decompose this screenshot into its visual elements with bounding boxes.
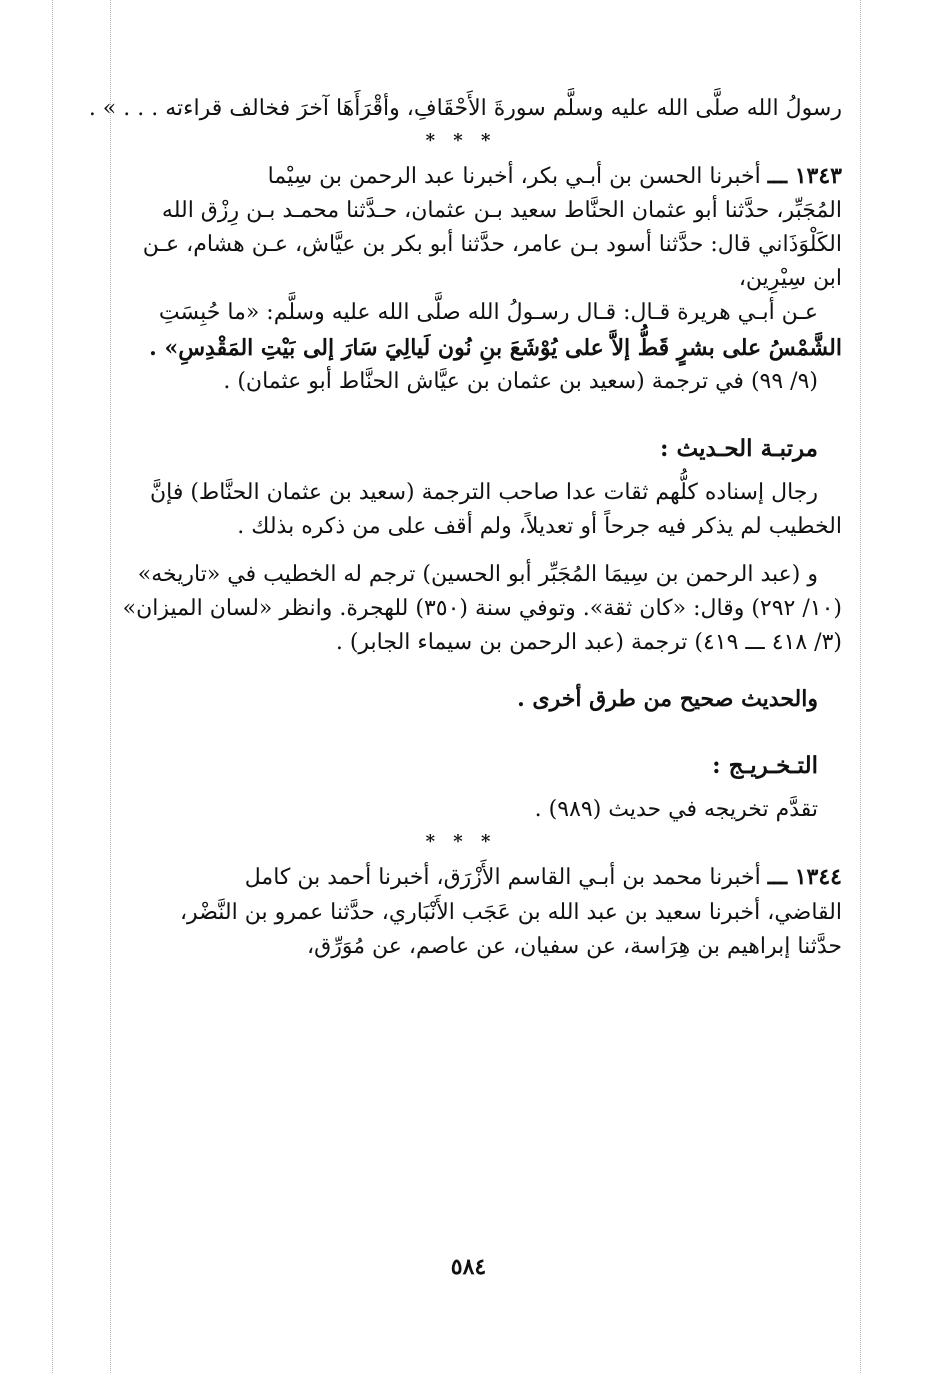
text-line (80, 262, 842, 296)
page-body (80, 92, 842, 964)
text-line (80, 896, 842, 930)
line-text: والحديث صحيح من طرق أخرى . (517, 686, 818, 713)
text-line (80, 365, 842, 399)
line-text: عـن أبـي هريرة قـال: قـال رسـولُ الله صلَّى الله عليه وسلَّم: «ما حُبِسَتِ (158, 300, 818, 326)
line-text: ابن سِيْرِين، (738, 266, 842, 292)
line-text: (٣/ ٤١٨ ـــ ٤١٩) ترجمة (عبد الرحمن بن سيماء الجابر) . (335, 630, 842, 656)
text-line (80, 296, 842, 330)
hadith-opening-line (80, 860, 842, 895)
hadith-number: ١٣٤٣ ـــ (767, 163, 842, 190)
line-text: (١٠/ ٢٩٢) وقال: «كان ثقة». وتوفي سنة (٣٥٠) للهجرة. وانظر «لسان الميزان» (122, 596, 842, 622)
scan-edge-line-right (860, 0, 861, 1373)
section-heading: التـخـريـج : (712, 752, 818, 780)
text-line (80, 92, 842, 126)
section-separator: * * * (425, 831, 497, 853)
text-line (80, 682, 842, 716)
text-line (80, 592, 842, 626)
line-text: و (عبد الرحمن بن سِيمَا المُجَبِّر أبو الحسين) ترجم له الخطيب في «تاريخه» (137, 561, 818, 587)
line-text: أخبرنا محمد بن أبـي القاسم الأَزْرَق، أخبرنا أحمد بن كامل (244, 865, 768, 891)
text-line (80, 793, 842, 827)
section-separator: * * * (425, 130, 497, 152)
line-text: القاضي، أخبرنا سعيد بن عبد الله بن عَجَب الأَنْبَاري، حدَّثنا عمرو بن النَّضْر، (179, 899, 842, 925)
scan-edge-line-left (52, 0, 53, 1373)
section-heading: مرتبـة الحـديث : (660, 434, 818, 462)
line-text: تقدَّم تخريجه في حديث (٩٨٩) . (534, 797, 818, 823)
line-text: (٩/ ٩٩) في ترجمة (سعيد بن عثمان بن عيَّاش الحنَّاط أبو عثمان) . (223, 368, 818, 394)
text-line (80, 228, 842, 262)
line-text: أخبرنا الحسن بن أبـي بكر، أخبرنا عبد الرحمن بن سِيْما (267, 164, 768, 190)
text-line (80, 558, 842, 592)
line-text: الخطيب لم يذكر فيه جرحاً أو تعديلاً، ولم أقف على من ذكره بذلك . (237, 513, 842, 539)
line-text: المُجَبِّر، حدَّثنا أبو عثمان الحنَّاط سعيد بـن عثمان، حـدَّثنا محمـد بـن رِزْق الله (161, 198, 842, 224)
line-text: حدَّثنا إبراهيم بن هِرَاسة، عن سفيان، عن عاصم، عن مُوَرِّق، (307, 933, 842, 959)
hadith-opening-line (80, 159, 842, 194)
text-line (80, 510, 842, 544)
line-text: رسولُ الله صلَّى الله عليه وسلَّم سورةَ الأَحْقَافِ، وأقْرَأَهَا آخرَ فخالف قراءته . . . » . (88, 96, 842, 121)
text-line (80, 194, 842, 228)
line-text: رجال إسناده كلُّهم ثقات عدا صاحب الترجمة (سعيد بن عثمان الحنَّاط) فإنَّ (149, 479, 818, 505)
text-line (80, 626, 842, 660)
page-number: ٥٨٤ (450, 1254, 487, 1280)
text-line (80, 476, 842, 510)
text-line (80, 930, 842, 964)
line-text: الكَلْوَذَاني قال: حدَّثنا أسود بـن عامر، حدَّثنا أبو بكر بن عيَّاش، عـن هشام، عـن (142, 232, 842, 258)
hadith-number: ١٣٤٤ ـــ (767, 864, 842, 891)
text-line (80, 331, 842, 365)
line-text: الشَّمْسُ على بشرٍ قَطُّ إلاَّ على يُوْشَعَ بنِ نُون لَيالِيَ سَارَ إلى بَيْتِ المَقْدِسِ» . (149, 334, 842, 361)
